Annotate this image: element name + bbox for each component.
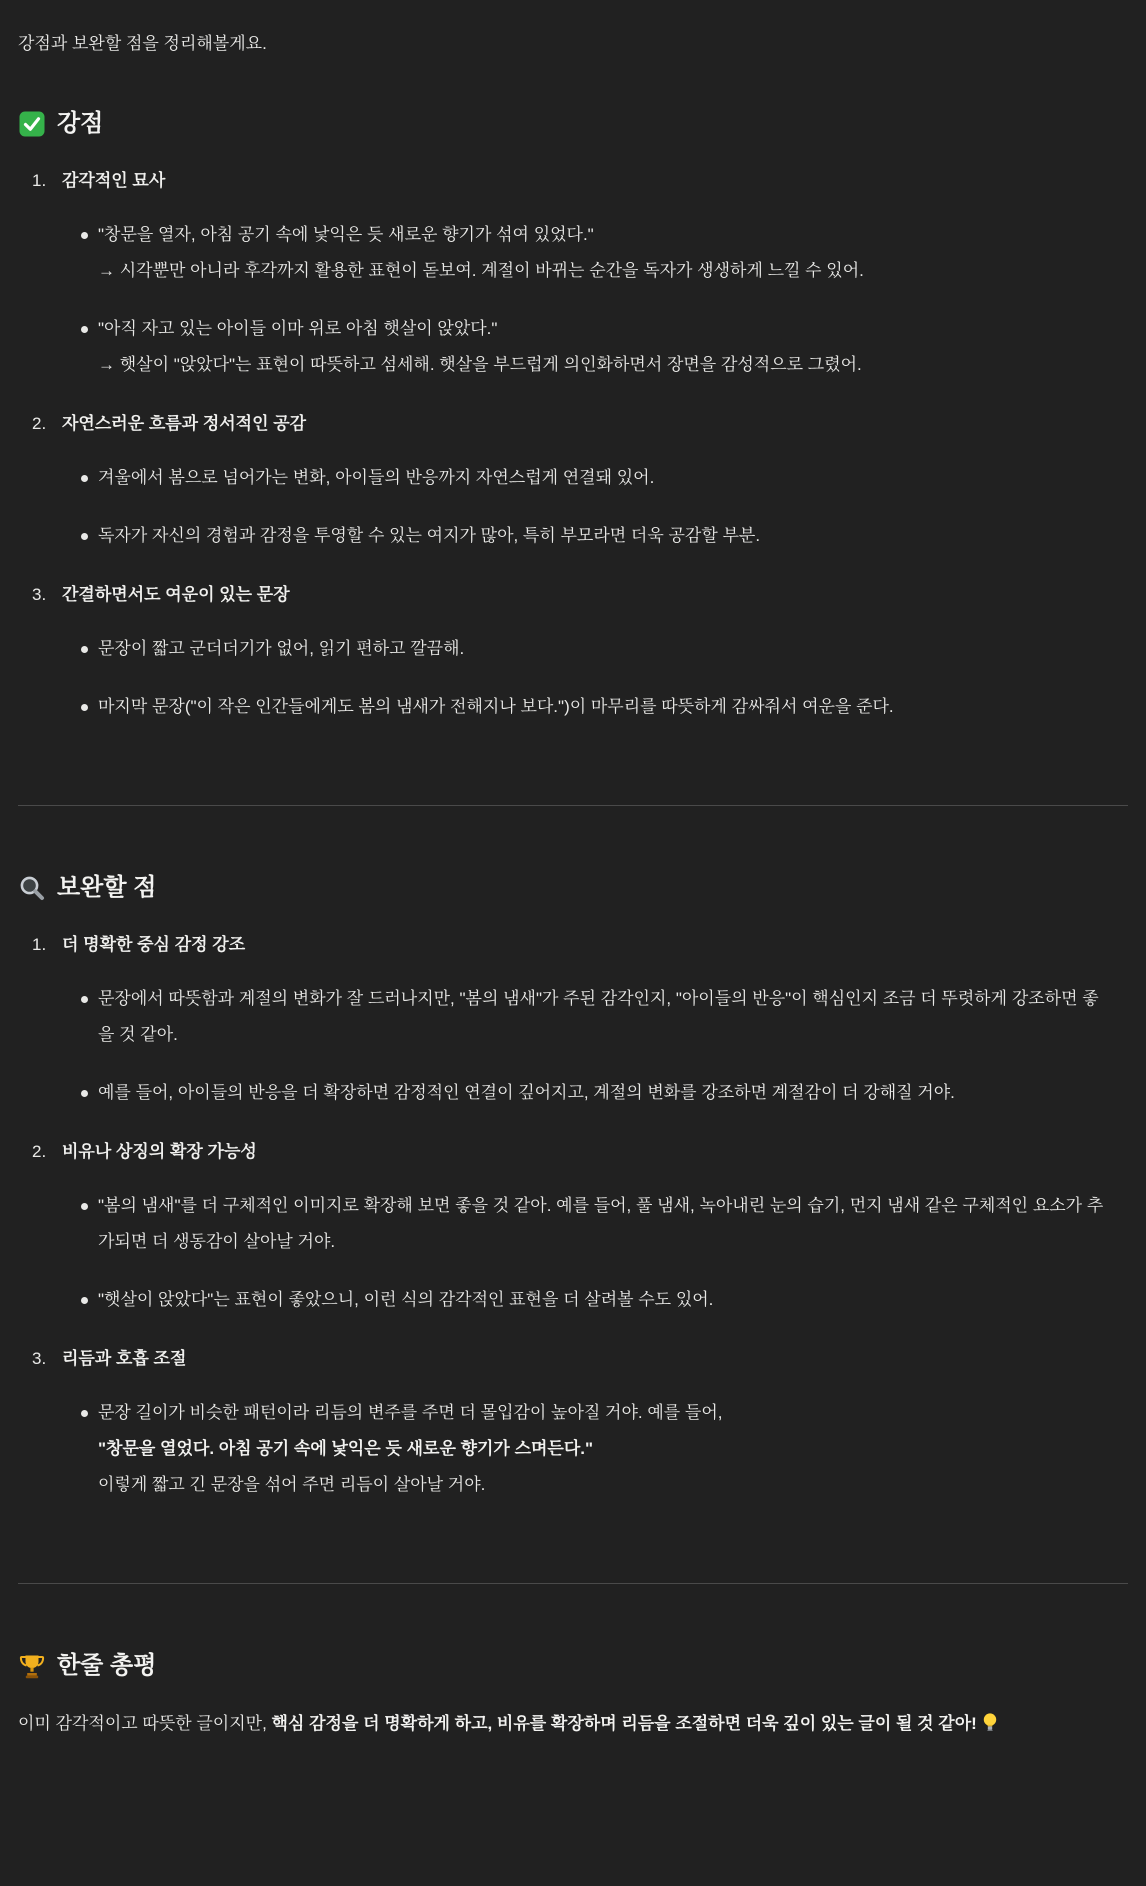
list-item-title-text: 감각적인 묘사 <box>62 171 166 190</box>
check-mark-icon <box>18 110 46 138</box>
bullet-line: 독자가 자신의 경험과 감정을 투영할 수 있는 여지가 많아, 특히 부모라면 더욱 공감할 부분. <box>98 526 761 545</box>
list-item-title <box>32 410 1128 438</box>
bullet-list <box>18 631 1128 725</box>
summary-text-bold: 핵심 감정을 더 명확하게 하고, 비유를 확장하며 리듬을 조절하면 더욱 깊이 있는 글이 될 것 같아! <box>271 1714 977 1733</box>
list-item-number: 2. <box>32 414 47 433</box>
bullet-line: "햇살이 앉았다"는 표현이 좋았으니, 이런 식의 감각적인 표현을 더 살려볼 수도 있어. <box>98 1290 714 1309</box>
sections-container <box>18 108 1128 1503</box>
bullet-line: → 시각뿐만 아니라 후각까지 활용한 표현이 돋보여. 계절이 바뀌는 순간을 독자가 생생하게 느낄 수 있어. <box>98 261 864 280</box>
bullet-item <box>98 1395 1112 1503</box>
section-title: 한줄 총평 <box>57 1652 157 1679</box>
bullet-item <box>98 217 1112 289</box>
bullet-item <box>98 1282 1112 1318</box>
list-item-number: 3. <box>32 1349 47 1368</box>
bullet-line: → 햇살이 "앉았다"는 표현이 따뜻하고 섬세해. 햇살을 부드럽게 의인화하면서 장면을 감성적으로 그렸어. <box>98 355 862 374</box>
bullet-line: "창문을 열자, 아침 공기 속에 낯익은 듯 새로운 향기가 섞여 있었다." <box>98 225 594 244</box>
bullet-item <box>98 1075 1112 1111</box>
bullet-item <box>98 689 1112 725</box>
bullet-line: 문장이 짧고 군더더기가 없어, 읽기 편하고 깔끔해. <box>98 639 465 658</box>
bullet-line: 문장 길이가 비슷한 패턴이라 리듬의 변주를 주면 더 몰입감이 높아질 거야. 예를 들어, <box>98 1403 723 1422</box>
bullet-line: 문장에서 따뜻함과 계절의 변화가 잘 드러나지만, "봄의 냄새"가 주된 감각인지, "아이들의 반응"이 핵심인지 조금 더 뚜렷하게 강조하면 좋을 것 같아. <box>98 989 1099 1044</box>
section-heading-strengths <box>18 108 1128 140</box>
bullet-line: 예를 들어, 아이들의 반응을 더 확장하면 감정적인 연결이 깊어지고, 계절의 변화를 강조하면 계절감이 더 강해질 거야. <box>98 1083 955 1102</box>
list-item-title <box>32 931 1128 959</box>
bullet-line: "아직 자고 있는 아이들 이마 위로 아침 햇살이 앉았다." <box>98 319 498 338</box>
bullet-list <box>18 217 1128 383</box>
bullet-list <box>18 460 1128 554</box>
bullet-line: "봄의 냄새"를 더 구체적인 이미지로 확장해 보면 좋을 것 같아. 예를 들어, 풀 냄새, 녹아내린 눈의 습기, 먼지 냄새 같은 구체적인 요소가 추가되면 더 생동감이 살아날 거야. <box>98 1196 1104 1251</box>
list-item-number: 1. <box>32 171 47 190</box>
bullet-line: 겨울에서 봄으로 넘어가는 변화, 아이들의 반응까지 자연스럽게 연결돼 있어. <box>98 468 655 487</box>
summary-text <box>18 1706 1128 1742</box>
light-bulb-icon <box>980 1709 1000 1729</box>
section-heading-improvements <box>18 872 1128 904</box>
section-title: 강점 <box>57 110 104 137</box>
bullet-list <box>18 1188 1128 1318</box>
list-item-title <box>32 167 1128 195</box>
bullet-item <box>98 631 1112 667</box>
list-item-title <box>32 581 1128 609</box>
list-item-number: 2. <box>32 1142 47 1161</box>
bullet-line: "창문을 열었다. 아침 공기 속에 낯익은 듯 새로운 향기가 스며든다." <box>98 1439 594 1458</box>
bullet-line: 이렇게 짧고 긴 문장을 섞어 주면 리듬이 살아날 거야. <box>98 1475 486 1494</box>
list-item-title-text: 자연스러운 흐름과 정서적인 공감 <box>62 414 307 433</box>
section-divider <box>18 1583 1128 1584</box>
list-item-title <box>32 1138 1128 1166</box>
bullet-item <box>98 460 1112 496</box>
bullet-item <box>98 518 1112 554</box>
list-item-number: 3. <box>32 585 47 604</box>
bullet-list <box>18 981 1128 1111</box>
list-item-number: 1. <box>32 935 47 954</box>
magnifier-icon <box>18 874 46 902</box>
summary-text-regular: 이미 감각적이고 따뜻한 글이지만, <box>18 1714 272 1733</box>
bullet-list <box>18 1395 1128 1503</box>
section-title: 보완할 점 <box>57 874 157 901</box>
intro-text: 강점과 보완할 점을 정리해볼게요. <box>18 34 267 53</box>
section-heading-summary <box>18 1650 1128 1682</box>
list-item-title-text: 비유나 상징의 확장 가능성 <box>62 1142 257 1161</box>
bullet-line: 마지막 문장("이 작은 인간들에게도 봄의 냄새가 전해지나 보다.")이 마무리를 따뜻하게 감싸줘서 여운을 준다. <box>98 697 894 716</box>
section-divider <box>18 805 1128 806</box>
bullet-item <box>98 1188 1112 1260</box>
list-item-title-text: 더 명확한 중심 감정 강조 <box>62 935 246 954</box>
bullet-item <box>98 311 1112 383</box>
list-item-title-text: 간결하면서도 여운이 있는 문장 <box>62 585 290 604</box>
list-item-title <box>32 1345 1128 1373</box>
bullet-item <box>98 981 1112 1053</box>
list-item-title-text: 리듬과 호흡 조절 <box>62 1349 187 1368</box>
trophy-icon <box>18 1652 46 1680</box>
